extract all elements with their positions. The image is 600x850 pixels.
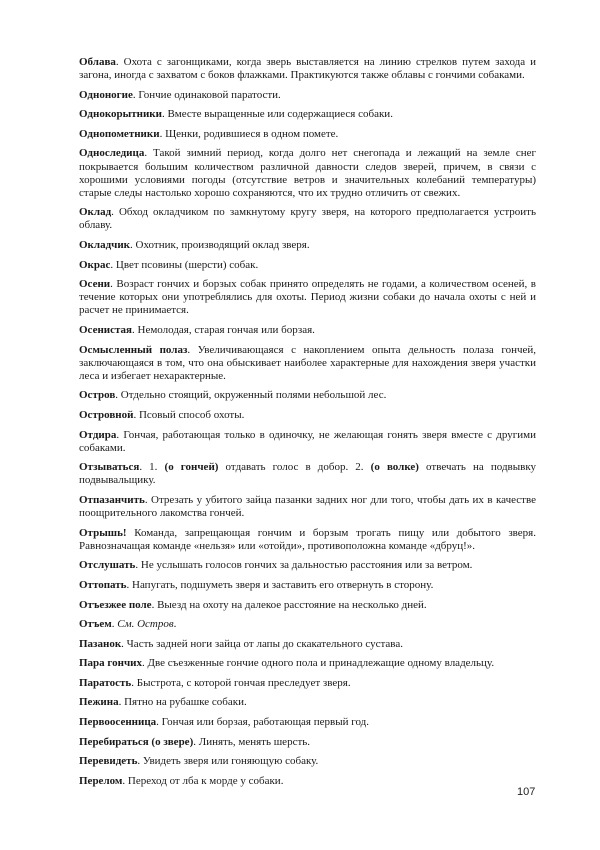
entry-definition: . Линять, менять шерсть. [193,735,311,748]
glossary-entry [79,206,536,232]
entry-term: Отслушать [79,559,136,572]
entry-definition: . Такой зимний период, когда долго нет снегопада и лежащий на земле снег покрывается большим количеством различной давности следов зверей, причем, в связи с хорошими условиями погоды (отсутствие ветров и значительных колебаний температуры) старые следы настолько хорошо сохраняются, что их трудно отличить от свежих. [79,147,536,199]
glossary-entry [79,775,536,788]
glossary-entry [79,344,536,383]
entry-term: Осмысленный полаз [79,343,188,356]
glossary-entry [79,128,536,141]
entry-definition: . Не услышать голосов гончих за дальностью расстояния или за ветром. [135,559,473,572]
entry-term: Островной [79,408,134,421]
entry-definition: . Увеличивающаяся с накоплением опыта дельность полаза гончей, заключающаяся в том, что она обыскивает наиболее характерные для нахождения зверя участки леса и избегает нехарактерные. [79,343,537,382]
entry-definition: . Часть задней ноги зайца от лапы до скакательного сустава. [121,637,403,650]
entry-definition: . [173,618,177,631]
entry-qualifier: (о гончей) [164,461,219,474]
glossary-entry [79,638,536,651]
glossary-entry [79,278,536,317]
entry-definition: . Гончая или борзая, работающая первый год. [156,716,370,729]
glossary-entry [79,736,536,749]
entry-term: Отдира [79,428,117,441]
glossary-entry [79,409,536,422]
glossary-entry [79,56,536,82]
glossary-entry [79,239,536,252]
entry-definition: . Выезд на охоту на далекое расстояние на несколько дней. [151,598,427,611]
glossary-page [79,56,536,794]
entry-definition: . Возраст гончих и борзых собак принято определять не годами, а количеством осеней, в течение которых они употреблялись для охоты. Период жизни собаки до начала охоты с ней и расчет не принимается. [79,278,536,317]
glossary-entry [79,677,536,690]
glossary-entry [79,696,536,709]
entry-definition: . Отдельно стоящий, окруженный полями небольшой лес. [115,389,387,402]
entry-term: Перебираться (о звере) [79,735,194,748]
glossary-entry [79,89,536,102]
entry-qualifier: (о волке) [370,461,419,474]
glossary-entry [79,559,536,572]
entry-definition: . Немолодая, старая гончая или борзая. [132,324,315,336]
entry-term: Паратость [79,676,132,689]
glossary-entry [79,599,536,612]
entry-definition: отдавать голос в добор. 2. [218,461,371,474]
entry-definition: . Напугать, подшуметь зверя и заставить его отвернуть в сторону. [126,578,434,591]
entry-definition: . Охота с загонщиками, когда зверь выставляется на линию стрелков путем захода и загона, иногда с захватом с боков флажками. Практикуются также облавы с гончими собаками. [79,56,536,82]
entry-term: Односледица [79,147,145,160]
entry-definition: . Вместе выращенные или содержащиеся собаки. [161,108,393,121]
entry-term: Первоосенница [79,716,157,729]
glossary-entry [79,527,536,553]
entry-definition: . Цвет псовины (шерсти) собак. [110,258,259,271]
entry-definition: . Пятно на рубашке собаки. [118,696,247,709]
entry-term: Пежина [79,696,119,709]
glossary-entry [79,494,536,520]
entry-term: Пазанок [79,637,122,650]
entry-definition: . Щенки, родившиеся в одном помете. [159,127,339,140]
entry-definition: . Отрезать у убитого зайца пазанки задних ног дли того, чтобы дать их в качестве поощрительного лакомства гончей. [79,493,536,520]
glossary-entry [79,429,536,455]
entry-definition: . [111,618,118,631]
entry-term: Отъем [79,618,112,631]
glossary-entry [79,259,536,272]
entry-crossref: См. Остров [117,618,174,631]
page-number: 107 [517,786,536,798]
entry-term: Отъезжее поле [79,598,152,611]
entry-term: Осенистая [79,324,133,336]
entry-definition: . 1. [139,461,165,474]
entry-term: Остров [79,389,116,402]
glossary-entry [79,716,536,729]
entry-term: Оттопать [79,578,127,591]
glossary-entry [79,108,536,121]
entry-definition: . Охотник, производящий оклад зверя. [130,239,310,252]
glossary-entry [79,755,536,768]
glossary-entry [79,147,536,199]
entry-term: Однопометники [79,127,160,140]
entry-term: Отзываться [79,461,140,474]
entry-definition: Команда, запрещающая гончим и борзым трогать пищу или добытого зверя. Равнозначащая команде «нельзя» или «отойди», противоположна команде «дбруц!». [79,526,536,552]
entry-term: Отрышь! [79,526,127,539]
entry-definition: . Гончая, работающая только в одиночку, не желающая гонять зверя вместе с другими собаками. [79,428,536,454]
entry-term: Облава [79,56,116,68]
entry-term: Перевидеть [79,755,138,768]
glossary-entry [79,324,536,337]
glossary-entry [79,461,536,487]
glossary-entry [79,389,536,402]
entry-definition: . Увидеть зверя или гоняющую собаку. [137,755,319,768]
entry-definition: . Переход от лба к морде у собаки. [122,774,284,787]
glossary-entry [79,657,536,670]
entry-term: Осени [79,278,111,291]
glossary-entry [79,579,536,592]
entry-term: Окладчик [79,239,131,252]
entry-term: Одноногие [79,88,133,101]
entry-term: Однокорытники [79,108,162,121]
entry-definition: . Обход окладчиком по замкнутому кругу зверя, на которого предполагается устроить облаву. [79,206,536,232]
entry-definition: . Псовый способ охоты. [133,408,245,421]
glossary-entry [79,618,536,631]
entry-definition: отвечать на подвывку подвывальщику. [79,461,537,487]
entry-term: Оклад [79,206,112,219]
entry-term: Пара гончих [79,657,143,670]
entry-definition: . Быстрота, с которой гончая преследует зверя. [131,676,351,689]
entry-definition: . Две съезженные гончие одного пола и принадлежащие одному владельцу. [142,657,495,670]
entry-term: Отпазанчить [79,493,145,506]
entry-term: Перелом [79,774,123,787]
entry-term: Окрас [79,258,111,271]
entry-definition: . Гончие одинаковой паратости. [132,88,281,101]
